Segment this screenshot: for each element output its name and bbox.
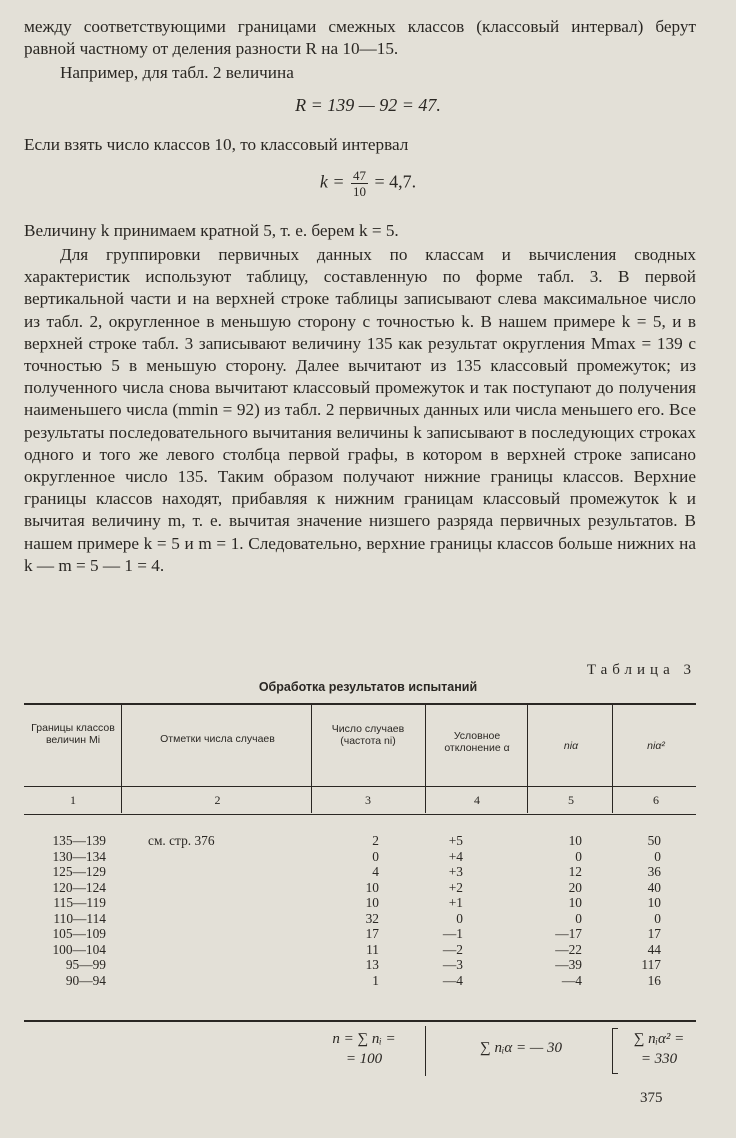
column-number-6: 6: [653, 793, 659, 807]
table-cell: 90—94: [65, 972, 106, 988]
table-cell: 2: [372, 833, 379, 848]
table-cell: —22: [555, 941, 582, 957]
paragraph-4: Величину k принимаем кратной 5, т. е. берем k = 5.: [24, 221, 399, 240]
table-cell: +1: [448, 895, 463, 910]
table-cell: 135—139: [52, 833, 106, 848]
fraction-denominator: 10: [352, 184, 366, 199]
table-cell: 36: [647, 864, 661, 879]
table-cell: 0: [372, 848, 379, 864]
equation-interval: [0, 168, 736, 199]
column-number-2: 2: [214, 793, 221, 807]
table-cell: —39: [555, 957, 582, 972]
column-number-3: 3: [365, 793, 371, 807]
table-cell: 11: [366, 941, 379, 957]
table-cell: 17: [365, 926, 379, 941]
table-cell: 117: [641, 957, 661, 972]
table-cell: 13: [365, 957, 379, 972]
table-cell: —4: [561, 972, 582, 988]
table-cell: 16: [647, 972, 661, 988]
table-cell: —4: [442, 972, 463, 988]
table-cell: 105—109: [52, 926, 106, 941]
page-number: 375: [640, 1090, 663, 1106]
column-n-alpha-squared: [617, 833, 661, 988]
header-rule: [24, 786, 696, 787]
table-cell: 50: [647, 833, 661, 848]
table-cell: 12: [568, 864, 582, 879]
column-divider-4: [527, 705, 528, 813]
fraction: [351, 168, 368, 199]
total-n-alpha-squared-formula: ∑ nᵢα² =: [633, 1031, 685, 1047]
table-cell: 100—104: [52, 941, 106, 957]
header-deviation: Условное отклонение α: [444, 730, 510, 754]
total-frequency: [306, 1029, 422, 1069]
table-bottom-rule: [24, 1020, 696, 1022]
equation-interval-rhs: = 4,7.: [374, 171, 417, 192]
paragraph-5: Для группировки первичных данных по классам и вычисления сводных характеристик используют таблицу, составленную по форме табл. 3. В первой вертикальной части и на верхней строке таблицы записывают слева максимальное число из табл. 2, округленное в меньшую сторону с точностью k. В нашем примере k = 5, и в верхней строке табл. 3 записывают величину 135 как результат округления Mmax = 139 с точностью 5 в меньшую сторону. Далее вычитают из 135 классовый промежуток; из полученного числа снова вычитают классовый промежуток и так поступают до получения наименьшего числа (mmin = 92) из табл. 2 первичных данных или числа меньшего его. Все результаты последовательного вычитания величины k записывают в последующих строках одного и того же левого столбца первой графы, в котором в верхней строке записано округленное число 135. Таким образом получают нижние границы классов. Верхние границы классов находят, прибавляя к нижним границам классовый промежуток k и вычитая величину m, т. е. вычитая значение низшего разряда первичных результатов. В нашем примере k = 5 и m = 1. Следовательно, верхние границы классов больше нижних на k — m = 5 — 1 = 4.: [24, 245, 696, 575]
paragraph-2: Например, для табл. 2 величина: [60, 63, 294, 82]
column-divider-3: [425, 705, 426, 813]
table-cell: 130—134: [52, 848, 106, 864]
table-cell: 120—124: [52, 879, 106, 895]
column-number-1: 1: [70, 793, 76, 807]
paragraph-1: между соответствующими границами смежных классов (классовый интервал) берут равной частному от деления разности R на 10—15.: [24, 17, 696, 59]
column-number-4: 4: [474, 793, 480, 807]
table-cell: 110—114: [53, 910, 106, 926]
table-cell: 10: [568, 895, 582, 910]
table-cell: 115—119: [53, 895, 106, 910]
column-divider-5: [612, 705, 613, 813]
table-cell: 10: [647, 895, 661, 910]
table-cell: 10: [568, 833, 582, 848]
column-marks: [148, 833, 288, 849]
total-frequency-value: = 100: [345, 1051, 383, 1067]
table-cell: +2: [448, 879, 463, 895]
equation-range: R = 139 — 92 = 47.: [295, 95, 441, 115]
header-class-bounds: Границы классов величин Mi: [31, 722, 115, 746]
column-frequency: [318, 833, 379, 988]
total-n-alpha-squared-value: = 330: [640, 1051, 678, 1067]
column-divider-2: [311, 705, 312, 813]
table-cell: —17: [555, 926, 582, 941]
fraction-numerator: 47: [352, 168, 366, 183]
equation-interval-lhs: k =: [319, 171, 345, 192]
table-top-rule: [24, 703, 696, 705]
table-cell: —1: [442, 926, 463, 941]
table-cell: 0: [575, 910, 582, 926]
table-cell: 17: [647, 926, 661, 941]
column-number-5: 5: [568, 793, 574, 807]
paragraph-3: Если взять число классов 10, то классовый интервал: [24, 135, 409, 154]
totals-divider-1: [425, 1026, 426, 1076]
column-n-alpha: [532, 833, 582, 988]
table-cell: —3: [442, 957, 463, 972]
table-cell: 125—129: [52, 864, 106, 879]
table-cell: 4: [372, 864, 379, 879]
table-cell: см. стр. 376: [148, 833, 215, 848]
column-number-rule: [24, 814, 696, 815]
table-cell: 20: [568, 879, 582, 895]
column-class-bounds: [26, 833, 106, 988]
table-cell: 10: [365, 895, 379, 910]
header-n-alpha: niα: [563, 740, 579, 752]
total-n-alpha-squared: [620, 1029, 698, 1069]
header-marks: Отметки числа случаев: [160, 733, 275, 745]
table-cell: 1: [372, 972, 379, 988]
table-title: Обработка результатов испытаний: [258, 680, 478, 694]
table-cell: 0: [654, 910, 661, 926]
table-cell: —2: [442, 941, 463, 957]
header-n-alpha-squared: niα²: [647, 740, 665, 752]
header-frequency: Число случаев (частота ni): [331, 723, 405, 747]
table-cell: +4: [448, 848, 463, 864]
table-cell: 0: [654, 848, 661, 864]
column-deviation: [430, 833, 463, 988]
totals-bracket: [612, 1028, 618, 1074]
table-cell: +5: [448, 833, 463, 848]
table-cell: 32: [365, 910, 379, 926]
table-cell: 95—99: [65, 957, 106, 972]
table-cell: 40: [647, 879, 661, 895]
total-frequency-formula: n = ∑ nᵢ =: [332, 1031, 396, 1047]
table-cell: +3: [448, 864, 463, 879]
table-cell: 10: [365, 879, 379, 895]
table-cell: 0: [456, 910, 463, 926]
total-n-alpha: ∑ nᵢα = — 30: [480, 1040, 562, 1056]
table-number: Таблица 3: [586, 662, 696, 678]
table-cell: 0: [575, 848, 582, 864]
table-cell: 44: [647, 941, 661, 957]
column-divider-1: [121, 705, 122, 813]
